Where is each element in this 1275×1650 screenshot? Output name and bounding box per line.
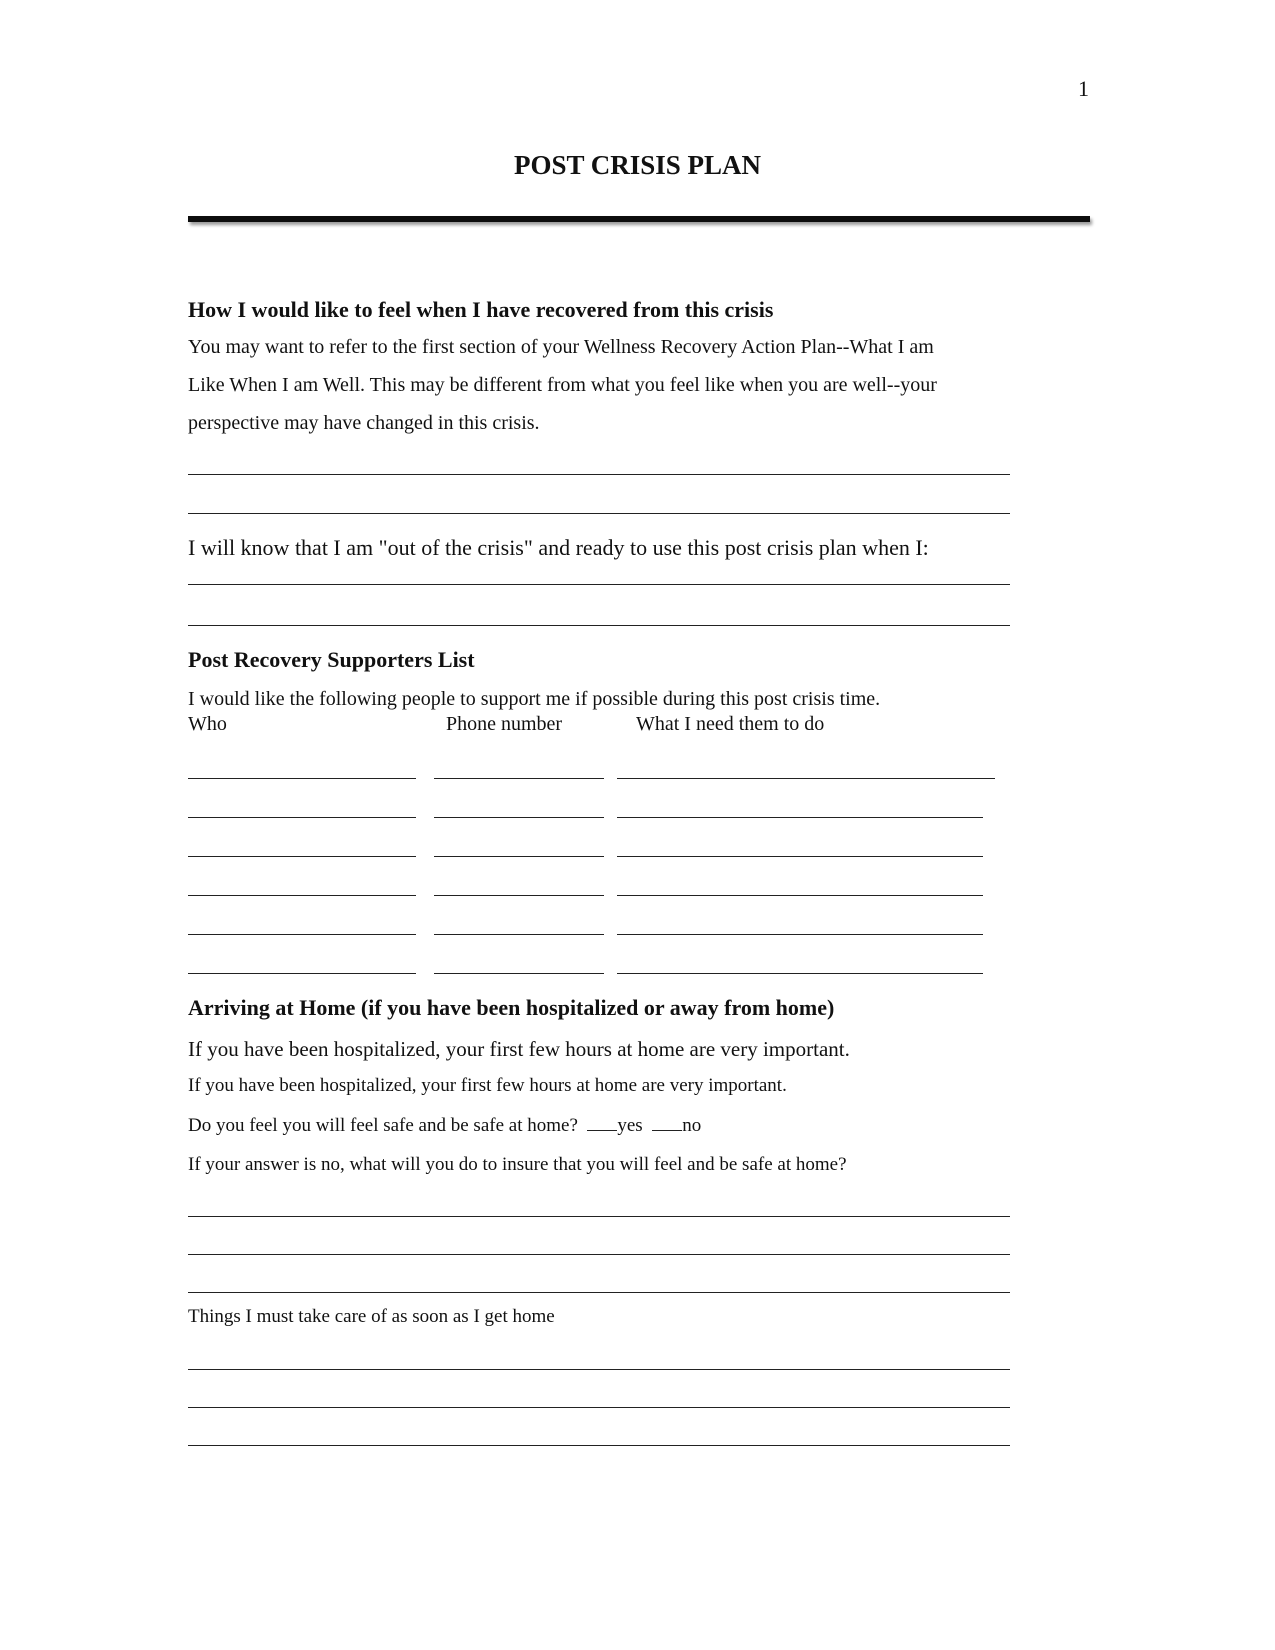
who-field[interactable]: [188, 895, 416, 896]
need-field[interactable]: [617, 817, 983, 818]
answer-line[interactable]: [188, 1254, 1010, 1255]
section-heading-supporters: Post Recovery Supporters List: [188, 647, 475, 672]
page-title: POST CRISIS PLAN: [513, 150, 762, 180]
title-divider: [188, 216, 1090, 222]
who-field[interactable]: [188, 778, 416, 779]
who-field[interactable]: [188, 973, 416, 974]
who-field[interactable]: [188, 817, 416, 818]
phone-field[interactable]: [434, 934, 604, 935]
safe-at-home-question: [188, 1114, 701, 1137]
column-header-who: Who: [188, 713, 227, 735]
answer-line[interactable]: [188, 1369, 1010, 1370]
if-no-question: If your answer is no, what will you do to insure that you will feel and be safe at home?: [188, 1154, 847, 1175]
yes-label: yes: [617, 1115, 643, 1136]
need-field[interactable]: [617, 973, 983, 974]
out-of-crisis-prompt: I will know that I am "out of the crisis" and ready to use this post crisis plan when I:: [188, 535, 929, 560]
phone-field[interactable]: [434, 778, 604, 779]
page-number: 1: [1078, 76, 1089, 101]
answer-line[interactable]: [188, 625, 1010, 626]
phone-field[interactable]: [434, 973, 604, 974]
column-header-need: What I need them to do: [636, 713, 825, 735]
intro-line-1: You may want to refer to the first section of your Wellness Recovery Action Plan--What I am: [188, 336, 934, 358]
need-field[interactable]: [617, 856, 983, 857]
who-field[interactable]: [188, 934, 416, 935]
answer-line[interactable]: [188, 1292, 1010, 1293]
no-label: no: [682, 1115, 702, 1136]
need-field[interactable]: [617, 778, 995, 779]
phone-field[interactable]: [434, 856, 604, 857]
safe-question-text: Do you feel you will feel safe and be safe at home?: [188, 1115, 578, 1136]
no-blank[interactable]: [652, 1114, 682, 1131]
answer-line[interactable]: [188, 584, 1010, 585]
intro-line-2: Like When I am Well. This may be different from what you feel like when you are well--your: [188, 374, 937, 396]
intro-line-3: perspective may have changed in this crisis.: [188, 412, 540, 434]
section-heading-feel: How I would like to feel when I have recovered from this crisis: [188, 297, 774, 322]
answer-line[interactable]: [188, 1445, 1010, 1446]
things-to-do-prompt: Things I must take care of as soon as I get home: [188, 1306, 555, 1327]
answer-line[interactable]: [188, 513, 1010, 514]
yes-blank[interactable]: [587, 1114, 617, 1131]
phone-field[interactable]: [434, 817, 604, 818]
answer-line[interactable]: [188, 1216, 1010, 1217]
answer-line[interactable]: [188, 1407, 1010, 1408]
who-field[interactable]: [188, 856, 416, 857]
section-heading-home: Arriving at Home (if you have been hospitalized or away from home): [188, 995, 835, 1020]
need-field[interactable]: [617, 934, 983, 935]
need-field[interactable]: [617, 895, 983, 896]
phone-field[interactable]: [434, 895, 604, 896]
supporters-intro: I would like the following people to support me if possible during this post crisis time.: [188, 688, 881, 710]
hospitalized-note: If you have been hospitalized, your first few hours at home are very important.: [188, 1037, 850, 1061]
answer-line[interactable]: [188, 474, 1010, 475]
column-header-phone: Phone number: [446, 713, 563, 735]
hospitalized-note-repeat: If you have been hospitalized, your first few hours at home are very important.: [188, 1075, 787, 1096]
